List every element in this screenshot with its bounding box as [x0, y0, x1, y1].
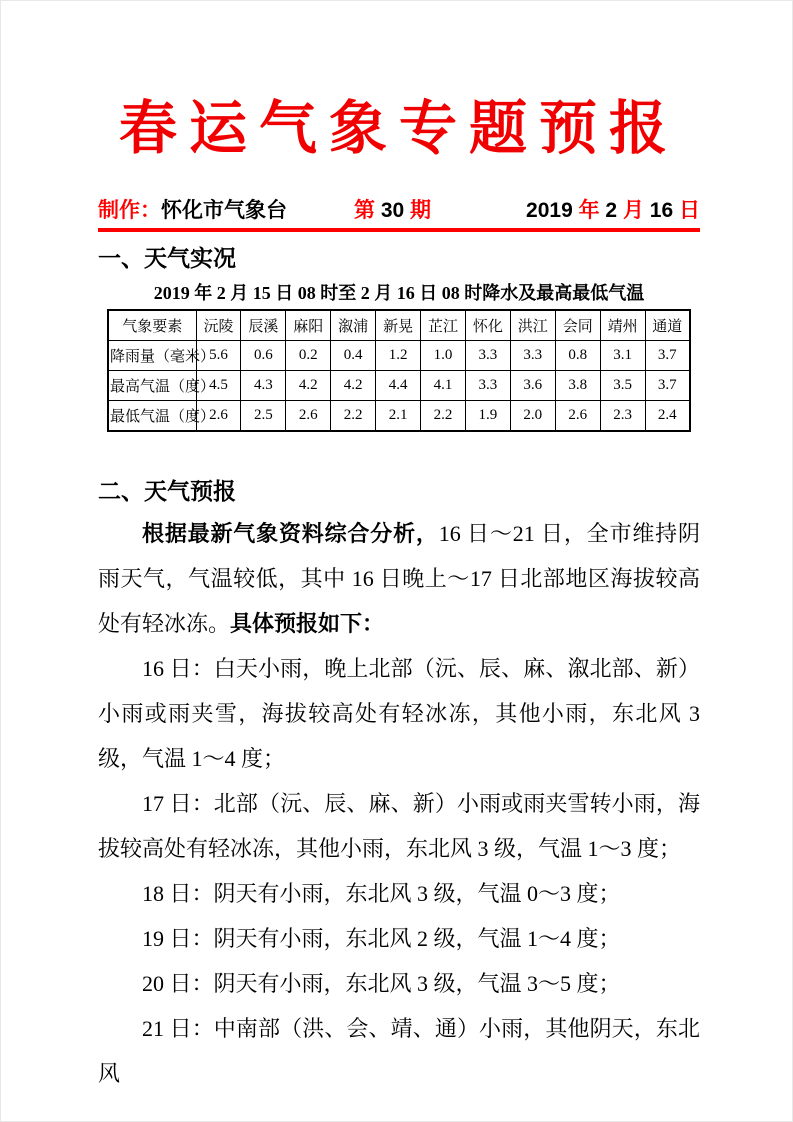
table-cell: 2.5 — [241, 401, 286, 432]
table-cell: 2.6 — [196, 401, 241, 432]
table-cell: 2.0 — [510, 401, 555, 432]
header-cell-station: 溆浦 — [331, 310, 376, 341]
table-row-min-temp — [108, 401, 690, 432]
forecast-day16: 16 日：白天小雨，晚上北部（沅、辰、麻、溆北部、新）小雨或雨夹雪，海拔较高处有轻冰冻，其他小雨，东北风 3 级，气温 1～4 度； — [98, 655, 700, 771]
table-cell: 4.3 — [241, 371, 286, 401]
issue-date — [526, 198, 700, 223]
header-cell-station: 怀化 — [465, 310, 510, 341]
meta-row — [98, 198, 700, 223]
table-cell: 2.6 — [286, 401, 331, 432]
issue-suffix: 期 — [410, 199, 432, 222]
weather-observation-table — [107, 309, 691, 432]
page-body — [1, 85, 792, 1096]
table-cell: 4.1 — [421, 371, 466, 401]
forecast-day19: 19 日：阴天有小雨，东北风 2 级，气温 1～4 度； — [142, 925, 621, 951]
section1-heading: 一、天气实况 — [98, 245, 236, 272]
table-cell: 2.3 — [600, 401, 645, 432]
table-cell: 1.2 — [376, 341, 421, 371]
table-cell: 3.6 — [510, 371, 555, 401]
date-day: 16 — [649, 199, 674, 222]
table-cell: 0.8 — [555, 341, 600, 371]
intro-tail-bold: 具体预报如下： — [230, 610, 385, 636]
intro-text: 16 日～21 日，全市维持阴雨天气，气温较低，其中 16 日晚上～17 日北部地区海拔较高处有轻冰冻。 — [98, 520, 700, 636]
section2-heading: 二、天气预报 — [98, 478, 236, 505]
table-row-max-temp — [108, 371, 690, 401]
header-cell-station: 芷江 — [421, 310, 466, 341]
table-header-row — [108, 310, 690, 341]
issue-value: 30 — [375, 199, 411, 222]
header-cell-station: 会同 — [555, 310, 600, 341]
table-cell: 4.5 — [196, 371, 241, 401]
table-cell: 2.2 — [331, 401, 376, 432]
forecast-day21: 21 日：中南部（洪、会、靖、通）小雨，其他阴天，东北风 — [98, 1015, 700, 1086]
table-cell: 1.0 — [421, 341, 466, 371]
table-cell: 1.9 — [465, 401, 510, 432]
red-divider-line — [98, 228, 700, 232]
table-cell: 3.7 — [645, 371, 690, 401]
table-cell: 2.2 — [421, 401, 466, 432]
row-label: 降雨量（毫米） — [108, 341, 196, 371]
row-label: 最高气温（度） — [108, 371, 196, 401]
header-cell-station: 靖州 — [600, 310, 645, 341]
forecast-day17: 17 日：北部（沅、辰、麻、新）小雨或雨夹雪转小雨，海拔较高处有轻冰冻，其他小雨，东北风 3 级，气温 1～3 度； — [98, 790, 700, 861]
producer-info — [98, 198, 287, 223]
forecast-body — [98, 511, 700, 1096]
table-cell: 3.8 — [555, 371, 600, 401]
issue-number — [354, 198, 431, 223]
header-cell-station: 新晃 — [376, 310, 421, 341]
table-cell: 0.6 — [241, 341, 286, 371]
header-cell-station: 通道 — [645, 310, 690, 341]
row-label: 最低气温（度） — [108, 401, 196, 432]
table-cell: 3.3 — [465, 341, 510, 371]
table-caption: 2019 年 2 月 15 日 08 时至 2 月 16 日 08 时降水及最高最低气温 — [153, 282, 645, 303]
table-cell: 4.2 — [286, 371, 331, 401]
table-cell: 3.1 — [600, 341, 645, 371]
document-title: 春运气象专题预报 — [118, 94, 679, 162]
table-cell: 3.3 — [465, 371, 510, 401]
date-year: 2019 — [526, 199, 573, 222]
table-cell: 4.4 — [376, 371, 421, 401]
table-cell: 2.4 — [645, 401, 690, 432]
table-cell: 2.1 — [376, 401, 421, 432]
forecast-intro-paragraph — [98, 511, 700, 646]
date-month-unit: 月 — [617, 199, 650, 222]
table-cell: 0.2 — [286, 341, 331, 371]
header-cell-station: 辰溪 — [241, 310, 286, 341]
forecast-day18: 18 日：阴天有小雨，东北风 3 级，气温 0～3 度； — [142, 880, 621, 906]
producer-label: 制作： — [98, 199, 161, 222]
date-year-unit: 年 — [572, 199, 606, 222]
table-cell: 0.4 — [331, 341, 376, 371]
intro-lead-bold: 根据最新气象资料综合分析， — [142, 520, 439, 546]
table-cell: 3.3 — [510, 341, 555, 371]
header-cell-element: 气象要素 — [108, 310, 196, 341]
issue-prefix: 第 — [354, 199, 375, 222]
header-cell-station: 麻阳 — [286, 310, 331, 341]
table-cell: 2.6 — [555, 401, 600, 432]
table-row-rainfall — [108, 341, 690, 371]
producer-name: 怀化市气象台 — [161, 199, 287, 222]
table-cell: 4.2 — [331, 371, 376, 401]
table-cell: 3.5 — [600, 371, 645, 401]
date-month: 2 — [605, 199, 618, 222]
table-cell: 3.7 — [645, 341, 690, 371]
date-day-unit: 日 — [673, 199, 700, 222]
header-cell-station: 洪江 — [510, 310, 555, 341]
forecast-day20: 20 日：阴天有小雨，东北风 3 级，气温 3～5 度； — [142, 970, 621, 996]
table-cell: 5.6 — [196, 341, 241, 371]
header-cell-station: 沅陵 — [196, 310, 241, 341]
